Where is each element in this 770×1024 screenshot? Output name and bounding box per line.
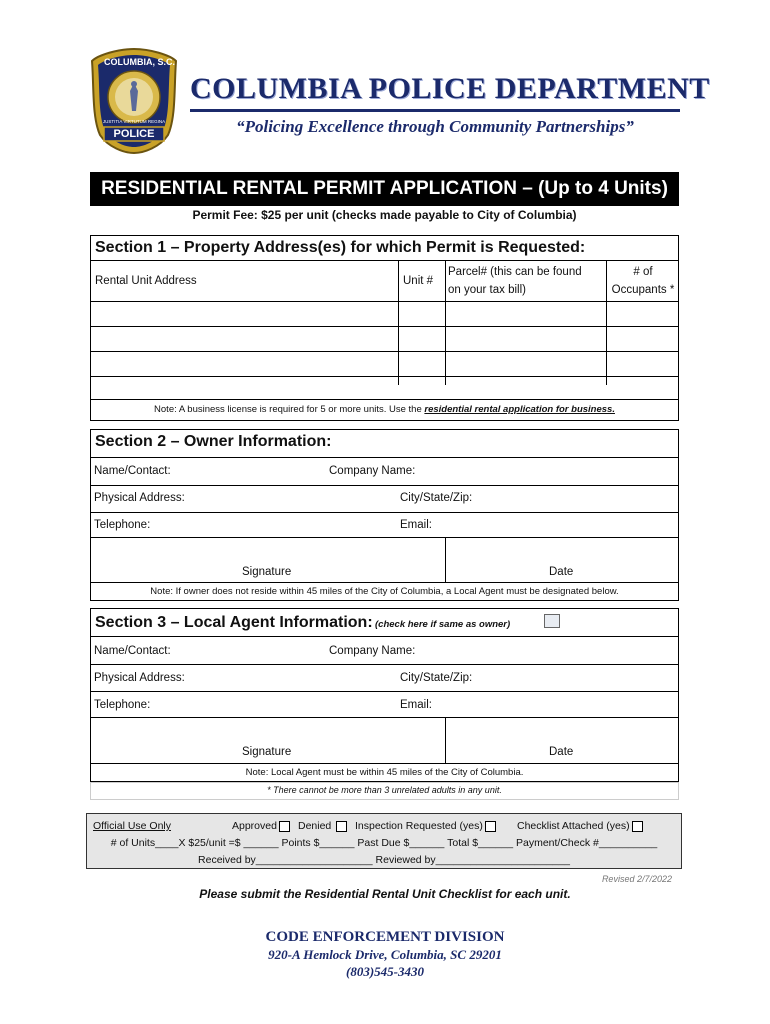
- received-line: Received by____________________ Reviewed by_______________________: [198, 854, 570, 866]
- owner-company-label: Company Name:: [329, 465, 416, 477]
- title-divider: [190, 109, 680, 112]
- agent-rule-2: [91, 691, 678, 692]
- checklist-checkbox[interactable]: [632, 821, 643, 832]
- agent-company-label: Company Name:: [329, 645, 416, 657]
- badge-band-text: JUSTITIA VIRTUTUM REGINA: [102, 119, 166, 124]
- address-row-1[interactable]: [91, 302, 398, 326]
- owner-date-field[interactable]: [446, 538, 678, 566]
- section3-box: [90, 608, 679, 782]
- business-application-link[interactable]: residential rental application for business.: [424, 404, 615, 415]
- division-address: 920-A Hemlock Drive, Columbia, SC 29201: [268, 947, 502, 962]
- agent-email-label: Email:: [400, 699, 432, 711]
- agent-rule-4: [91, 763, 678, 764]
- owner-signature-label: Signature: [242, 566, 292, 578]
- owner-phone-label: Telephone:: [94, 519, 151, 531]
- denied-label: Denied: [298, 820, 332, 832]
- column-header-address: Rental Unit Address: [95, 275, 197, 287]
- section1-box: [90, 235, 679, 421]
- revised-date: Revised 2/7/2022: [601, 874, 672, 884]
- row-rule-5: [91, 399, 678, 400]
- owner-signature-field[interactable]: [91, 538, 445, 566]
- section1-title: Section 1 – Property Address(es) for which Permit is Requested:: [95, 239, 586, 256]
- badge-top-text: COLUMBIA, S.C.: [104, 57, 175, 67]
- same-as-owner-label: (check here if same as owner): [375, 619, 511, 630]
- owner-rule-4: [91, 582, 678, 583]
- column-header-occupants-1: # of: [633, 266, 653, 278]
- column-header-parcel-2: on your tax bill): [448, 284, 526, 296]
- owner-rule-2: [91, 512, 678, 513]
- column-header-occupants-2: Occupants *: [611, 284, 675, 296]
- denied-checkbox[interactable]: [336, 821, 347, 832]
- permit-fee: Permit Fee: $25 per unit (checks made payable to City of Columbia): [192, 208, 577, 222]
- agent-signature-label: Signature: [242, 746, 292, 758]
- section2-note: Note: If owner does not reside within 45 miles of the City of Columbia, a Local Agent must be designated below.: [150, 586, 619, 597]
- address-row-3[interactable]: [91, 352, 398, 376]
- division-phone: (803)545-3430: [346, 964, 424, 979]
- same-as-owner-checkbox[interactable]: [544, 614, 560, 628]
- owner-email-label: Email:: [400, 519, 432, 531]
- owner-name-label: Name/Contact:: [94, 465, 171, 477]
- owner-address-label: Physical Address:: [94, 492, 185, 504]
- column-header-parcel-1: Parcel# (this can be found: [448, 266, 582, 278]
- address-row-2[interactable]: [91, 327, 398, 351]
- section1-note: [91, 404, 678, 415]
- badge-bottom-text: POLICE: [113, 128, 155, 140]
- payment-line: # of Units____X $25/unit =$ ______ Points $______ Past Due $______ Total $______ Payment/Check #__________: [110, 837, 658, 849]
- occupancy-footnote: * There cannot be more than 3 unrelated adults in any unit.: [267, 785, 502, 795]
- section2-title: Section 2 – Owner Information:: [95, 433, 332, 450]
- section3-title: Section 3 – Local Agent Information:: [95, 614, 373, 631]
- agent-date-label: Date: [549, 746, 574, 758]
- inspection-option: [355, 820, 496, 832]
- police-badge-logo: [90, 47, 178, 155]
- address-row-4[interactable]: [91, 377, 398, 399]
- col-divider-2: [445, 260, 446, 385]
- denied-option: [298, 820, 347, 832]
- submit-note: Please submit the Residential Rental Unit Checklist for each unit.: [199, 887, 571, 901]
- official-use-box: [86, 813, 682, 869]
- inspection-label: Inspection Requested (yes): [355, 820, 483, 832]
- approved-checkbox[interactable]: [279, 821, 290, 832]
- agent-phone-label: Telephone:: [94, 699, 151, 711]
- department-title: COLUMBIA POLICE DEPARTMENT: [190, 72, 710, 105]
- owner-city-label: City/State/Zip:: [400, 492, 473, 504]
- checklist-label: Checklist Attached (yes): [517, 820, 630, 832]
- section1-header-rule: [91, 260, 678, 261]
- section1-note-text: Note: A business license is required for 5 or more units. Use the: [154, 404, 425, 415]
- agent-name-label: Name/Contact:: [94, 645, 171, 657]
- agent-city-label: City/State/Zip:: [400, 672, 473, 684]
- agent-address-label: Physical Address:: [94, 672, 185, 684]
- col-divider-3: [606, 260, 607, 385]
- approved-label: Approved: [232, 820, 277, 832]
- section3-note: Note: Local Agent must be within 45 miles of the City of Columbia.: [245, 767, 524, 778]
- owner-date-label: Date: [549, 566, 574, 578]
- checklist-option: [517, 820, 643, 832]
- section3-header-rule: [91, 636, 678, 637]
- section2-box: [90, 429, 679, 601]
- agent-date-field[interactable]: [446, 718, 678, 746]
- agent-rule-1: [91, 664, 678, 665]
- owner-rule-1: [91, 485, 678, 486]
- col-divider-1: [398, 260, 399, 385]
- approved-option: [232, 820, 290, 832]
- division-name: CODE ENFORCEMENT DIVISION: [265, 929, 505, 945]
- official-use-label: Official Use Only: [93, 820, 171, 832]
- inspection-checkbox[interactable]: [485, 821, 496, 832]
- section2-header-rule: [91, 457, 678, 458]
- department-motto: “Policing Excellence through Community Partnerships”: [236, 117, 634, 136]
- agent-signature-field[interactable]: [91, 718, 445, 746]
- form-title: RESIDENTIAL RENTAL PERMIT APPLICATION – (Up to 4 Units): [90, 172, 679, 206]
- column-header-unit: Unit #: [403, 275, 434, 287]
